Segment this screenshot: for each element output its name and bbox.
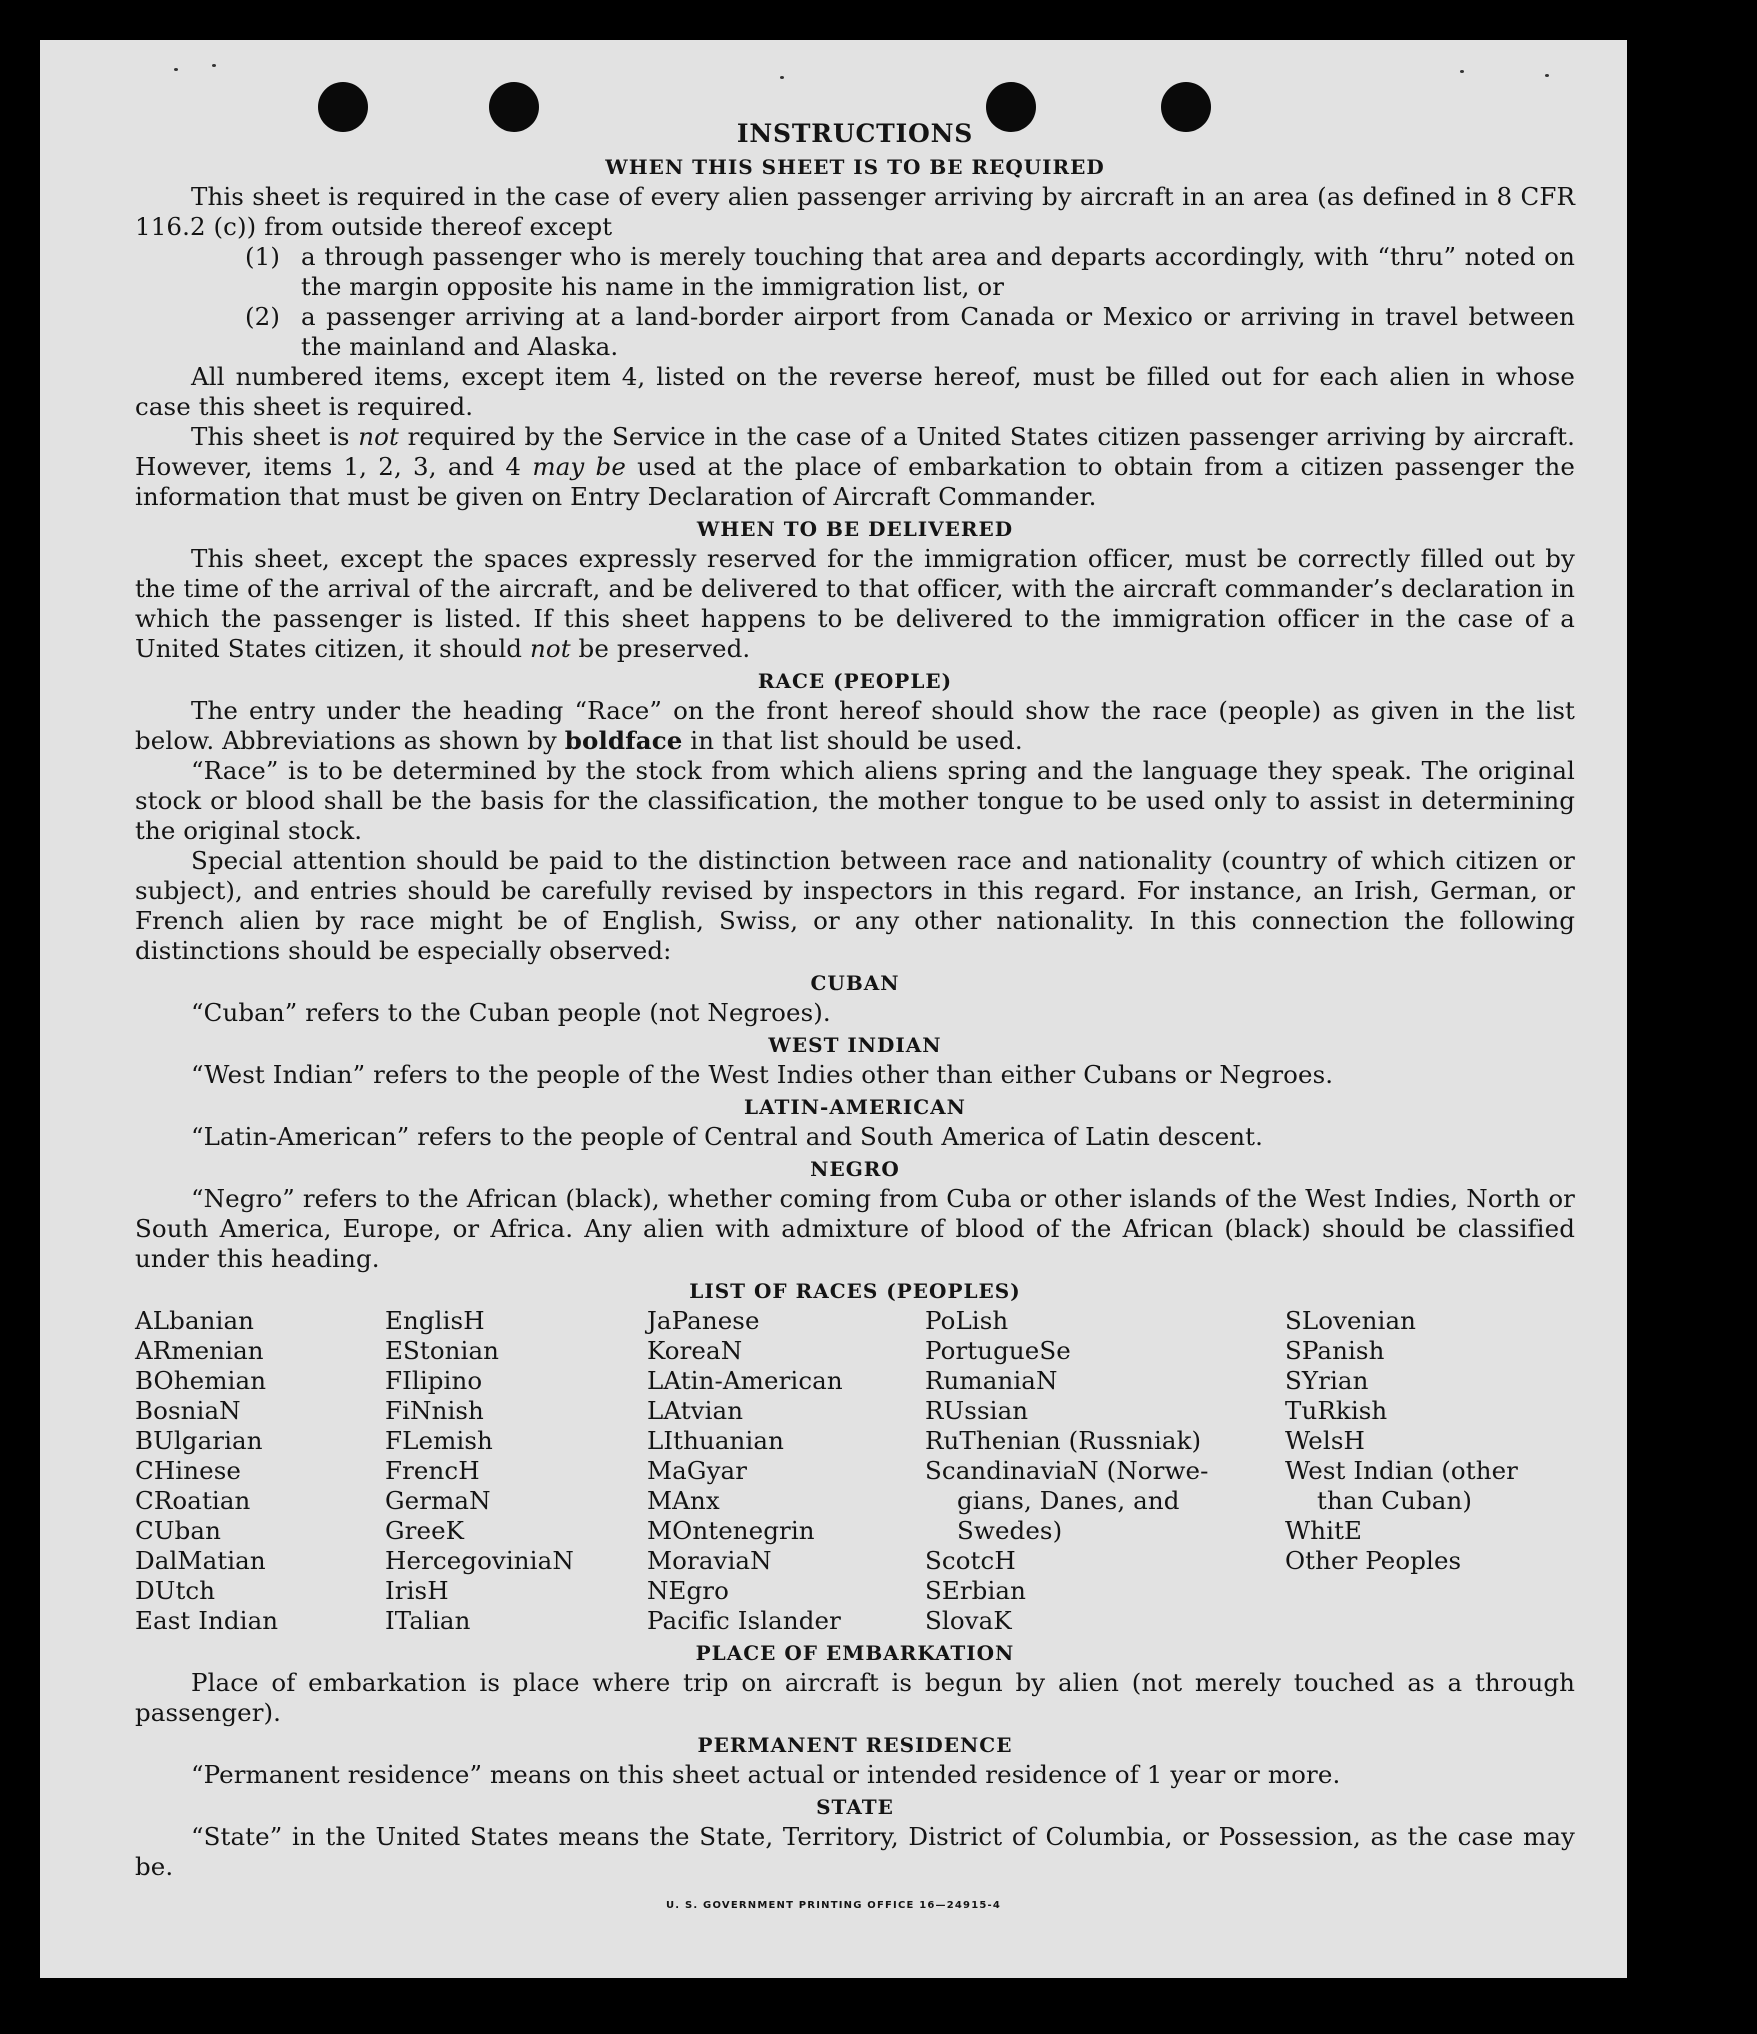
race-item: HercegoviniaN [385,1546,574,1575]
text-run: in that list should be used. [682,726,1023,755]
race-item: TuRkish [1285,1396,1388,1425]
race-item: DalMatian [135,1546,266,1575]
required-para-2: All numbered items, except item 4, listed on the reverse hereof, must be filled out for each alien in whose case this sheet is required. [135,362,1575,421]
race-item: Swedes) [957,1516,1063,1545]
delivered-text [135,544,1575,664]
race-para-3: Special attention should be paid to the distinction between race and nationality (country of which citizen or subject), and entries should be carefully revised by inspectors in this regard. For instance, an Irish, German, or French alien by race might be of English, Swiss, or any other nationality. In this connection the following distinctions should be especially observed: [135,846,1575,965]
heading-embarkation: PLACE OF EMBARKATION [695,1641,1015,1665]
heading-when-delivered: WHEN TO BE DELIVERED [696,517,1014,541]
race-item: DUtch [135,1576,216,1605]
heading-state: STATE [816,1795,894,1819]
residence-text: “Permanent residence” means on this sheet actual or intended residence of 1 year or more. [191,1760,1341,1789]
speck [1545,74,1549,77]
race-item: KoreaN [647,1336,743,1365]
heading-latin-american: LATIN-AMERICAN [744,1095,966,1119]
race-item: MAnx [647,1486,720,1515]
heading-list-of-races: LIST OF RACES (PEOPLES) [689,1279,1021,1303]
bold-word: boldface [564,726,683,755]
race-item: WelsH [1285,1426,1365,1455]
exception-number: (2) [245,302,281,331]
race-item: GreeK [385,1516,465,1545]
heading-west-indian: WEST INDIAN [768,1033,942,1057]
race-item: FrencH [385,1456,480,1485]
race-item: ScandinaviaN (Norwe- [925,1456,1209,1485]
race-item: RUssian [925,1396,1029,1425]
race-item: SPanish [1285,1336,1385,1365]
race-para-1 [135,696,1575,756]
race-item: IrisH [385,1576,449,1605]
race-item: FiNnish [385,1396,484,1425]
races-column [385,1306,647,1636]
required-para-3 [135,422,1575,512]
race-item: BUlgarian [135,1426,263,1455]
definition-negro: “Negro” refers to the African (black), whether coming from Cuba or other islands of the West Indies, North or South America, Europe, or Africa. Any alien with admixture of blood of the African (black) should be classified under this heading. [135,1184,1575,1273]
race-item: gians, Danes, and [957,1486,1180,1515]
race-item: ScotcH [925,1546,1016,1575]
race-item: RuThenian (Russniak) [925,1426,1202,1455]
speck [174,68,178,71]
race-item: ITalian [385,1606,471,1635]
speck [1460,70,1464,73]
text-run: This sheet, except the spaces expressly reserved for the immigration officer, must be correctly filled out by the time of the arrival of the aircraft, and be delivered to that officer, with the aircraft commander’s declaration in which the passenger is listed. If this sheet happens to be delivered to the immigration officer in the case of a United States citizen, it should [135,544,1575,663]
races-column [925,1306,1285,1636]
exception-item [245,242,1575,302]
page-title: INSTRUCTIONS [736,119,974,148]
heading-cuban: CUBAN [810,971,900,995]
text-run: used at the place of embarkation to obtain from a citizen passenger the information that must be given on Entry Declaration of Aircraft Commander. [135,452,1576,511]
definition-west-indian: “West Indian” refers to the people of the West Indies other than either Cubans or Negroes. [191,1060,1334,1089]
exception-text: a passenger arriving at a land-border airport from Canada or Mexico or arriving in travel between the mainland and Alaska. [301,302,1575,361]
heading-residence: PERMANENT RESIDENCE [697,1733,1013,1757]
race-item: Other Peoples [1285,1546,1462,1575]
exception-number: (1) [245,242,281,271]
race-item: BOhemian [135,1366,267,1395]
race-item: SLovenian [1285,1306,1417,1335]
text-run: required by the Service in the case of a United States citizen passenger arriving by aircraft. However, items 1, 2, 3, and 4 [135,422,1575,481]
race-item: BosniaN [135,1396,241,1425]
race-item: MoraviaN [647,1546,772,1575]
race-item: EnglisH [385,1306,485,1335]
race-item: CRoatian [135,1486,251,1515]
embarkation-text: Place of embarkation is place where trip on aircraft is begun by alien (not merely touched as a through passenger). [135,1668,1575,1727]
race-item: JaPanese [647,1306,760,1335]
race-para-2: “Race” is to be determined by the stock from which aliens spring and the language they speak. The original stock or blood shall be the basis for the classification, the mother tongue to be used only to assist in determining the original stock. [135,756,1575,845]
race-item: CUban [135,1516,221,1545]
exception-item [245,302,1575,362]
text-run: This sheet is [191,422,359,451]
heading-negro: NEGRO [810,1157,900,1181]
speck [212,64,216,67]
race-item: LIthuanian [647,1426,784,1455]
race-item: SYrian [1285,1366,1369,1395]
race-item: ARmenian [135,1336,264,1365]
definition-latin-american: “Latin-American” refers to the people of Central and South America of Latin descent. [191,1122,1264,1151]
document-page [40,40,1627,1978]
text-run: The entry under the heading “Race” on the front hereof should show the race (people) as given in the list below. Abbreviations as shown by [135,696,1575,755]
race-item: FLemish [385,1426,493,1455]
race-item: West Indian (other [1285,1456,1518,1485]
race-item: SlovaK [925,1606,1012,1635]
race-item: NEgro [647,1576,729,1605]
race-item: MaGyar [647,1456,748,1485]
speck [780,76,784,79]
definition-cuban: “Cuban” refers to the Cuban people (not Negroes). [191,998,831,1027]
exception-text: a through passenger who is merely touching that area and departs accordingly, with “thru” noted on the margin opposite his name in the immigration list, or [301,242,1575,301]
races-column [1285,1306,1557,1636]
race-item: than Cuban) [1317,1486,1473,1515]
heading-race: RACE (PEOPLE) [757,669,953,693]
race-item: Pacific Islander [647,1606,841,1635]
emphasis: not [529,634,571,663]
races-list [135,1306,1575,1636]
race-item: East Indian [135,1606,279,1635]
race-item: CHinese [135,1456,241,1485]
race-item: MOntenegrin [647,1516,815,1545]
state-text: “State” in the United States means the State, Territory, District of Columbia, or Possession, as the case may be. [135,1822,1575,1881]
printing-office-footer: U. S. GOVERNMENT PRINTING OFFICE 16—24915-4 [665,1900,1002,1911]
heading-when-required: WHEN THIS SHEET IS TO BE REQUIRED [605,155,1105,179]
race-item: PoLish [925,1306,1009,1335]
race-item: SErbian [925,1576,1026,1605]
instructions-body [135,118,1575,1882]
race-item: WhitE [1285,1516,1363,1545]
race-item: LAtvian [647,1396,744,1425]
race-item: ALbanian [135,1306,255,1335]
emphasis: may be [532,452,626,481]
race-item: FIlipino [385,1366,483,1395]
emphasis: not [358,422,399,451]
race-item: RumaniaN [925,1366,1058,1395]
race-item: LAtin-American [647,1366,843,1395]
races-column [647,1306,925,1636]
races-column [135,1306,385,1636]
text-run: be preserved. [570,634,751,663]
race-item: GermaN [385,1486,491,1515]
race-item: EStonian [385,1336,500,1365]
race-item: PortugueSe [925,1336,1071,1365]
required-intro: This sheet is required in the case of every alien passenger arriving by aircraft in an area (as defined in 8 CFR 116.2 (c)) from outside thereof except [135,182,1575,241]
